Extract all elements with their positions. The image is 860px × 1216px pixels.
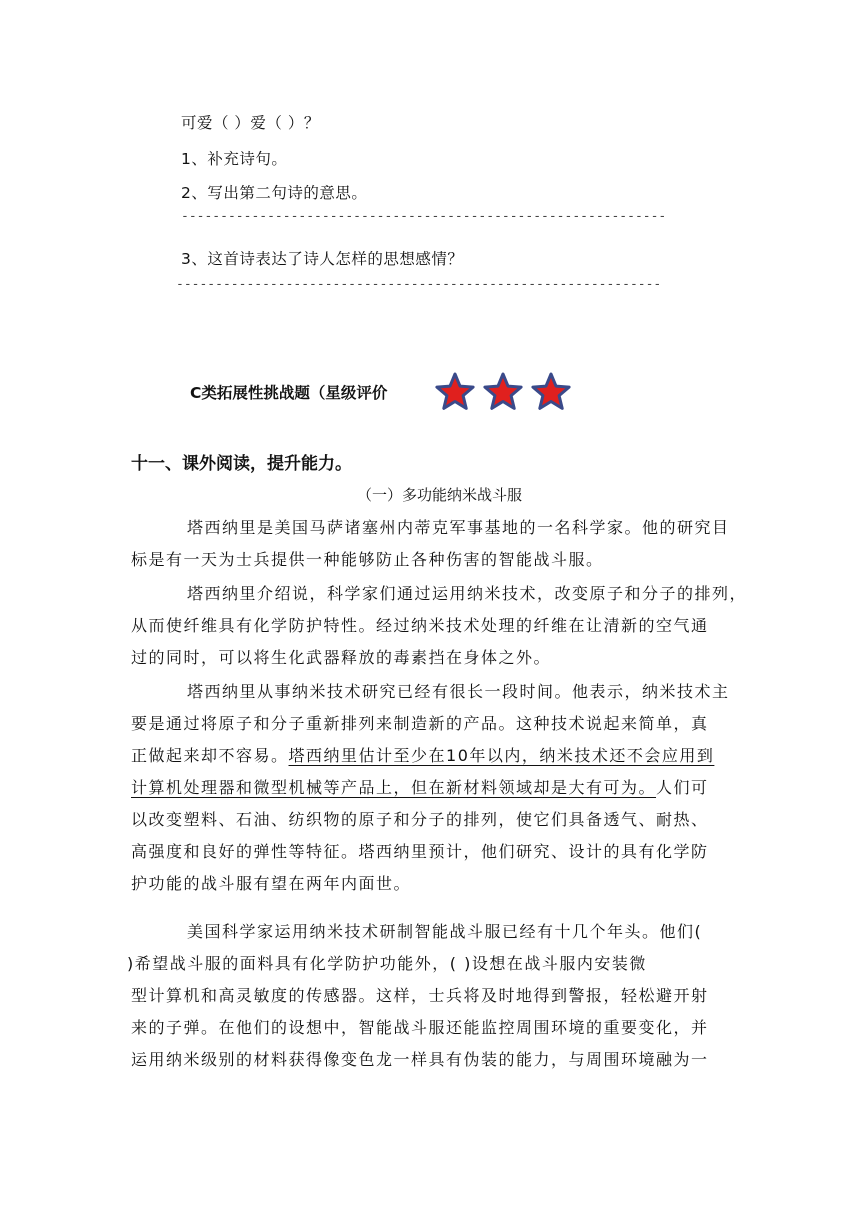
paragraph-line: 护功能的战斗服有望在两年内面世。 [131, 874, 412, 893]
underlined-sentence: 塔西纳里估计至少在10年以内，纳米技术还不会应用到 [288, 746, 715, 765]
paragraph-line: 过的同时，可以将生化武器释放的毒素挡在身体之外。 [131, 648, 552, 667]
star-rating [434, 372, 579, 412]
article-paragraph-3 [131, 676, 731, 900]
paragraph-line: 塔西纳里从事纳米技术研究已经有很长一段时间。他表示，纳米技术主 [187, 682, 730, 701]
paragraph-line: 要是通过将原子和分子重新排列来制造新的产品。这种技术说起来简单，真 [131, 714, 709, 733]
paragraph-line: 从而使纤维具有化学防护特性。经过纳米技术处理的纤维在让清新的空气通 [131, 616, 709, 635]
question-3: 3、这首诗表达了诗人怎样的思想感情？ [181, 250, 464, 268]
paragraph-line [131, 740, 731, 772]
paragraph-line: 运用纳米级别的材料获得像变色龙一样具有伪装的能力，与周围环境融为一 [131, 1050, 709, 1069]
question-1: 1、补充诗句。 [181, 150, 288, 168]
paragraph-line: 美国科学家运用纳米技术研制智能战斗服已经有十几个年头。他们( [187, 922, 703, 941]
article-title: （一）多功能纳米战斗服 [357, 486, 523, 504]
star-icon [533, 374, 569, 408]
answer-line-q2: -------------------------------------------------------------- [181, 209, 667, 224]
section-11-title: 十一、课外阅读，提升能力。 [131, 454, 352, 474]
answer-line-q3: -------------------------------------------------------------- [176, 277, 662, 292]
paragraph-line: 塔西纳里是美国马萨诸塞州内蒂克军事基地的一名科学家。他的研究目 [187, 518, 730, 537]
article-paragraph-4 [127, 916, 731, 1076]
paragraph-line: 以改变塑料、石油、纺织物的原子和分子的排列，使它们具备透气、耐热、 [131, 810, 709, 829]
section-c-title: C类拓展性挑战题（星级评价 [190, 384, 388, 402]
star-icon [437, 374, 473, 408]
paragraph-line: 塔西纳里介绍说，科学家们通过运用纳米技术，改变原子和分子的排列， [187, 584, 748, 603]
article-paragraph-2 [131, 578, 748, 674]
paragraph-line: 型计算机和高灵敏度的传感器。这样，士兵将及时地得到警报，轻松避开射 [131, 986, 709, 1005]
question-2: 2、写出第二句诗的意思。 [181, 184, 368, 202]
text-segment: 人们可 [656, 778, 709, 797]
text-segment: 正做起来却不容易。 [131, 746, 289, 765]
underlined-sentence: 计算机处理器和微型机械等产品上，但在新材料领域却是大有可为。 [131, 778, 657, 797]
paragraph-line: )希望战斗服的面料具有化学防护功能外，( )设想在战斗服内安装微 [127, 954, 647, 973]
article-paragraph-1 [131, 512, 731, 576]
paragraph-line: 高强度和良好的弹性等特征。塔西纳里预计，他们研究、设计的具有化学防 [131, 842, 709, 861]
star-icon [485, 374, 521, 408]
paragraph-line: 来的子弹。在他们的设想中，智能战斗服还能监控周围环境的重要变化，并 [131, 1018, 709, 1037]
poem-fill-line: 可爱（ ）爱（ ）？ [181, 114, 320, 132]
paragraph-line: 标是有一天为士兵提供一种能够防止各种伤害的智能战斗服。 [131, 550, 604, 569]
paragraph-line [131, 772, 731, 804]
